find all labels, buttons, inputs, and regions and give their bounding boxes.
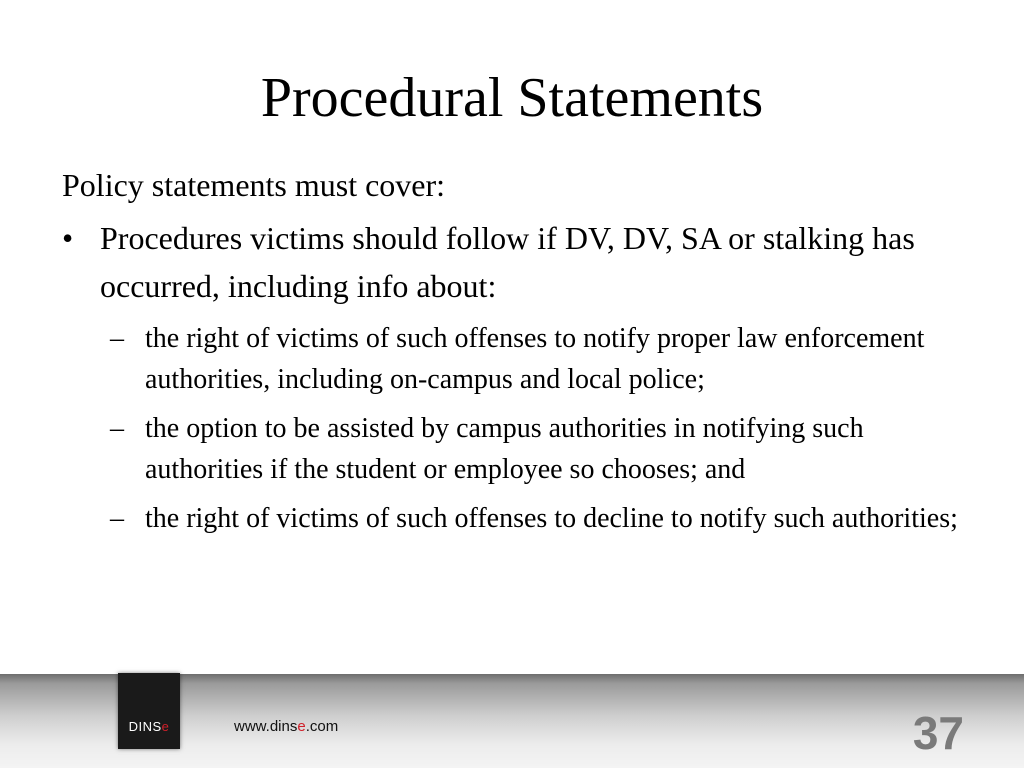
page-number: 37 [912,707,964,759]
sub-bullet-item [110,318,962,400]
sub-bullet-item [110,498,962,539]
slide-body [62,162,962,547]
sub-bullet-text: the option to be assisted by campus authorities in notifying such authorities if the student or employee so chooses; and [145,413,864,485]
dinse-logo [118,673,180,749]
intro-text: Policy statements must cover: [62,167,446,203]
dash-marker: – [110,323,124,354]
sub-bullet-text: the right of victims of such offenses to decline to notify such authorities; [145,503,958,534]
slide-title: Procedural Statements [260,67,764,129]
logo-text: DINSe [128,719,170,734]
sub-bullet-item [110,408,962,490]
bullet-item [62,214,962,310]
dash-marker: – [110,503,124,534]
sub-bullet-list [110,318,962,539]
bullet-text: Procedures victims should follow if DV, DV, SA or stalking has occurred, including info about: [100,220,915,304]
bullet-marker: • [62,220,74,256]
footer-url: www.dinse.com [234,718,339,735]
dash-marker: – [110,413,124,444]
sub-bullet-text: the right of victims of such offenses to notify proper law enforcement authorities, including on-campus and local police; [145,323,925,395]
